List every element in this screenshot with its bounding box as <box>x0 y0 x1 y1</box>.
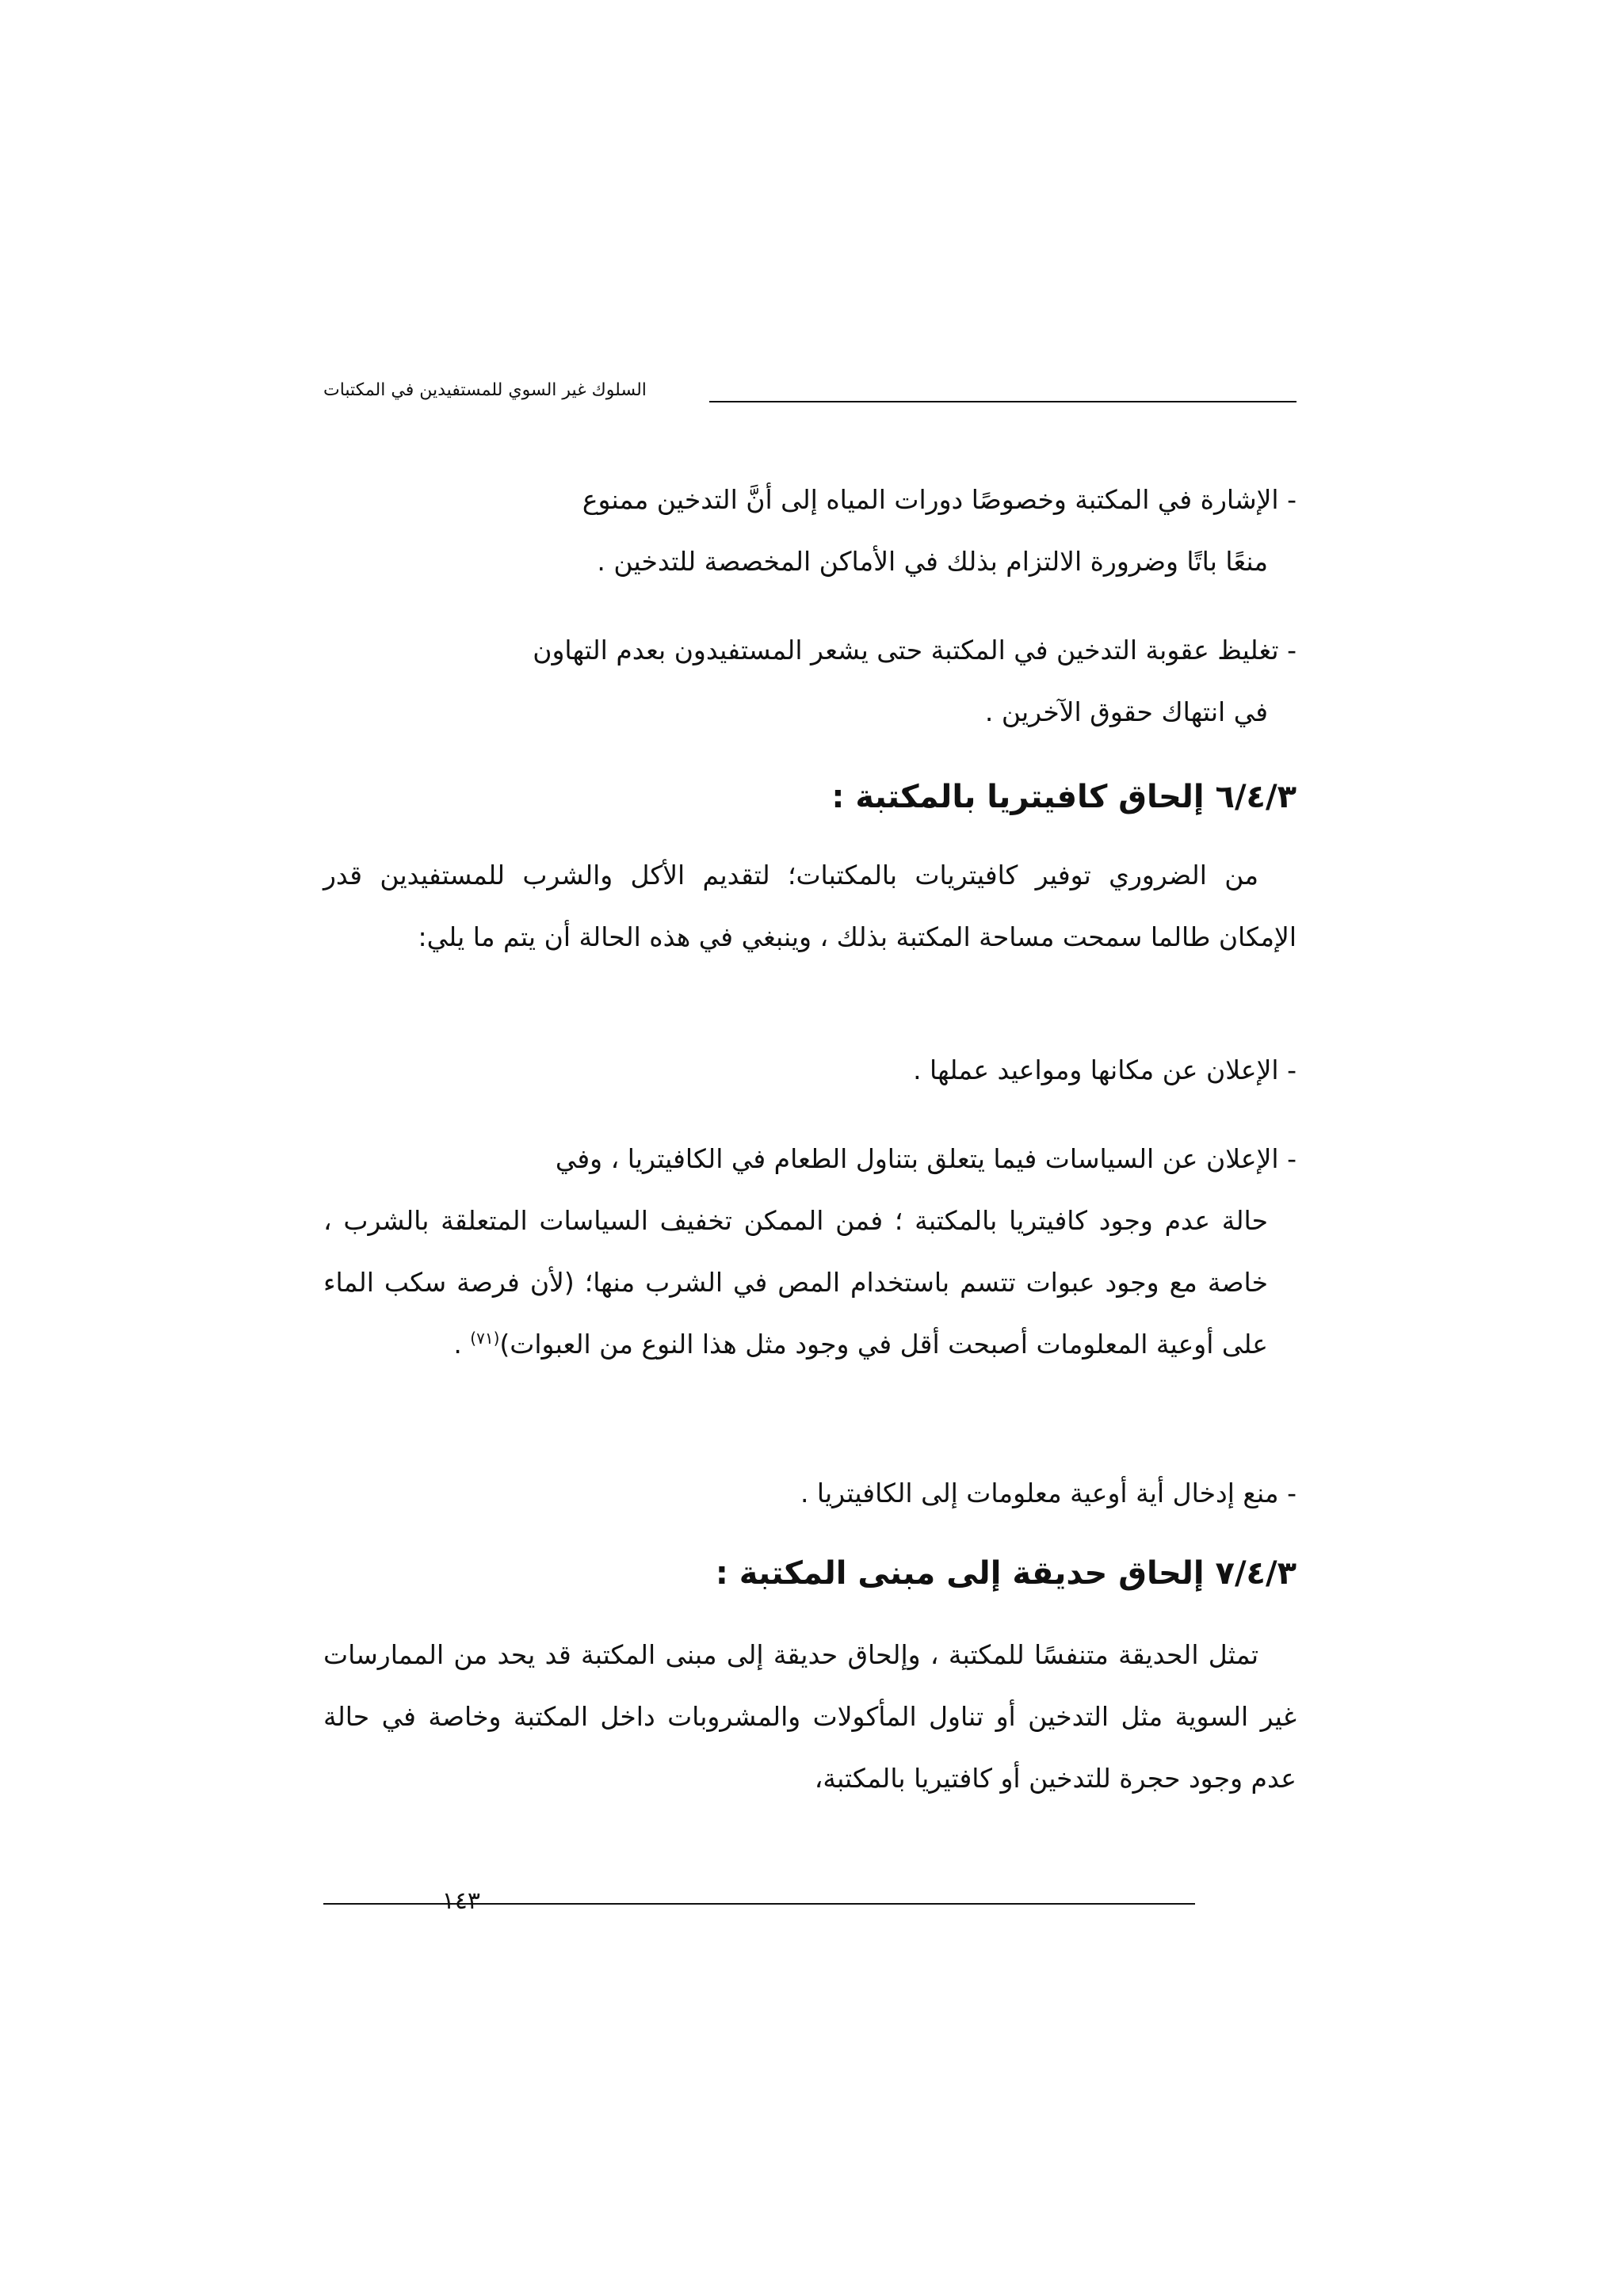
bullet-line: - الإعلان عن السياسات فيما يتعلق بتناول الطعام في الكافيتريا ، وفي <box>555 1143 1296 1174</box>
section-heading-cafeteria: ٦/٤/٣ إلحاق كافيتريا بالمكتبة : <box>831 779 1296 815</box>
footnote-marker: (٧١) <box>470 1329 500 1348</box>
bullet-cafeteria-ban <box>323 1463 1296 1524</box>
bullet-cafeteria-policies <box>323 1128 1296 1375</box>
page-footer <box>323 1886 1296 1917</box>
bullet-continuation: منعًا باتًا وضرورة الالتزام بذلك في الأماكن المخصصة للتدخين . <box>597 546 1268 577</box>
bullet-cafeteria-announce <box>323 1039 1296 1101</box>
bullet-tail: . <box>453 1329 471 1360</box>
bullet-smoking-penalty <box>323 620 1296 743</box>
running-header <box>323 379 1296 410</box>
bullet-line: - الإعلان عن مكانها ومواعيد عملها . <box>913 1055 1296 1085</box>
bullet-line: - الإشارة في المكتبة وخصوصًا دورات المياه إلى أنَّ التدخين ممنوع <box>582 484 1296 515</box>
bullet-smoking-sign <box>323 469 1296 593</box>
header-rule <box>709 401 1296 402</box>
section-heading-garden: ٧/٤/٣ إلحاق حديقة إلى مبنى المكتبة : <box>715 1555 1296 1592</box>
paragraph-cafeteria: من الضروري توفير كافيتريات بالمكتبات؛ لتقديم الأكل والشرب للمستفيدين قدر الإمكان طالما سمحت مساحة المكتبة بذلك ، وينبغي في هذه الحالة أن يتم ما يلي: <box>323 860 1296 952</box>
page-number: ١٤٣ <box>441 1887 480 1915</box>
running-title: السلوك غير السوي للمستفيدين في المكتبات <box>323 380 647 400</box>
bullet-line: - منع إدخال أية أوعية معلومات إلى الكافيتريا . <box>800 1478 1296 1508</box>
bullet-line: - تغليظ عقوبة التدخين في المكتبة حتى يشعر المستفيدون بعدم التهاون <box>533 635 1296 666</box>
bullet-continuation-text: حالة عدم وجود كافيتريا بالمكتبة ؛ فمن الممكن تخفيف السياسات المتعلقة بالشرب ، خاصة مع وجود عبوات تتسم باستخدام المص في الشرب منها؛ (لأن فرصة سكب الماء على أوعية المعلومات أصبحت أقل في وجود مثل هذا النوع من العبوات) <box>323 1205 1268 1360</box>
bullet-continuation <box>323 1190 1296 1375</box>
paragraph-garden: تمثل الحديقة متنفسًا للمكتبة ، وإلحاق حديقة إلى مبنى المكتبة قد يحد من الممارسات غير السوية مثل التدخين أو تناول المأكولات والمشروبات داخل المكتبة وخاصة في حالة عدم وجود حجرة للتدخين أو كافتيريا بالمكتبة، <box>323 1639 1296 1794</box>
bullet-continuation: في انتهاك حقوق الآخرين . <box>984 696 1268 727</box>
